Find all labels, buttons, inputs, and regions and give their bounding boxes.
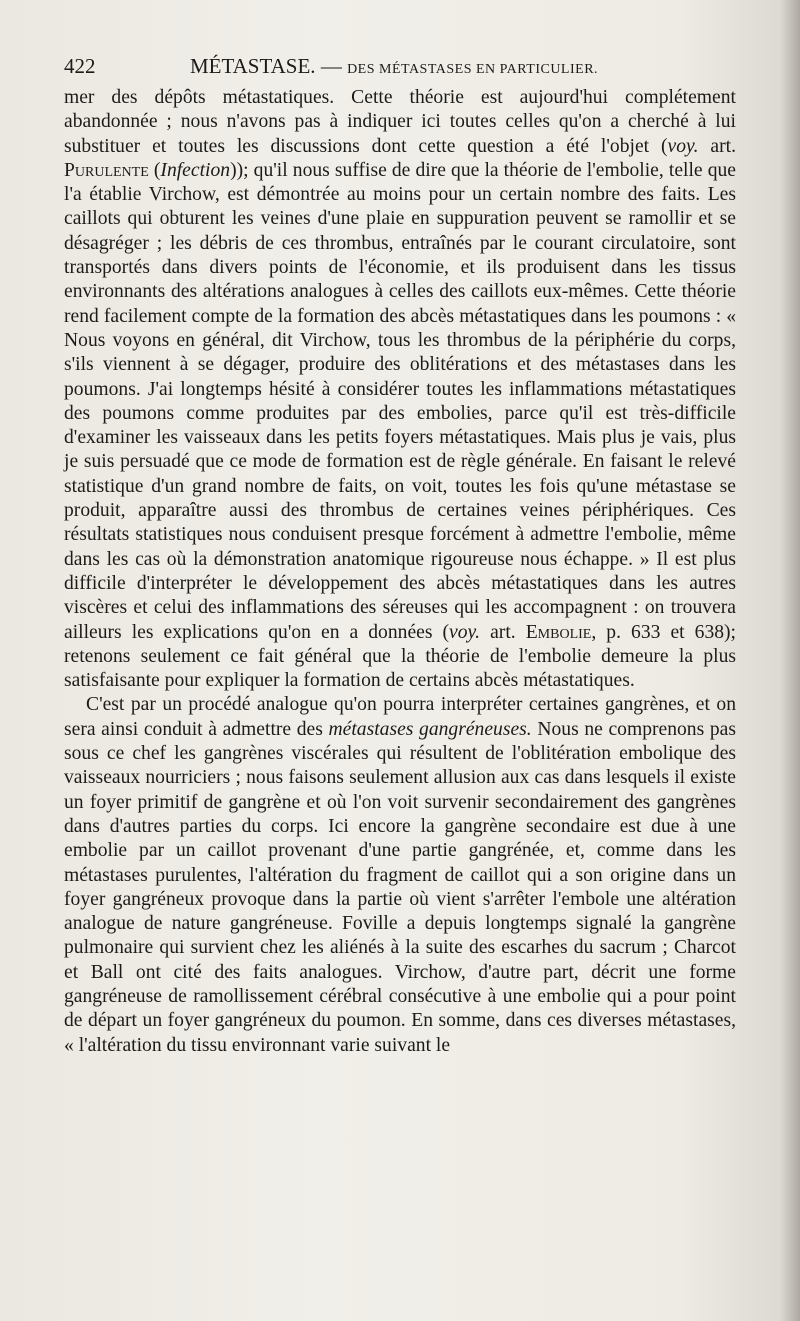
header-title: MÉTASTASE.: [190, 54, 316, 78]
paragraph-2: C'est par un procédé analogue qu'on pourra interpréter certaines gangrènes, et on sera ainsi conduit à admettre des métastases gangréneuses. Nous ne comprenons pas sous ce chef les gangrènes viscérales qui résultent de l'oblitération embolique des vaisseaux nourriciers ; nous faisons seulement allusion aux cas dans lesquels il existe un foyer primitif de gangrène et où l'on voit survenir secondairement des gangrènes dans d'autres parties du corps. Ici encore la gangrène secondaire est due à une embolie par un caillot provenant d'une partie gangrénée, et, comme dans les métastases purulentes, l'altération du fragment de caillot qui a son origine dans un foyer gangréneux provoque dans la partie où vient s'arrêter l'embole une altération analogue de nature gangréneuse. Foville a depuis longtemps signalé la gangrène pulmonaire qui survient chez les aliénés à la suite des escarhes du sacrum ; Charcot et Ball ont cité des faits analogues. Virchow, d'autre part, décrit une forme gangréneuse de ramollissement cérébral consécutive à une embolie qui a pour point de départ un foyer gangréneux du poumon. En somme, dans ces diverses métastases, « l'altération du tissu environnant varie suivant le: [64, 694, 736, 1056]
voy-abbrev: voy.: [667, 135, 699, 157]
emphasis-metastases-gangreneuses: métastases gangréneuses.: [328, 718, 532, 740]
header-subtitle: DES MÉTASTASES EN PARTICULIER.: [347, 62, 599, 77]
paragraph-1: mer des dépôts métastatiques. Cette théorie est aujourd'hui complétement abandonnée ; nous n'avons pas à indiquer ici toutes celles qu'on a cherché à lui substituer et toutes les discussions dont cette question a été l'objet (voy. art. Purulente (Infection)); qu'il nous suffise de dire que la théorie de l'embolie, telle que l'a établie Virchow, est démontrée au moins pour un certain nombre des faits. Les caillots qui obturent les veines d'une plaie en suppuration peuvent se ramollir et se désagréger ; les débris de ces thrombus, entraînés par le courant circulatoire, sont transportés dans divers points de l'économie, et ils produisent dans les tissus environnants des altérations analogues à celles des caillots eux-mêmes. Cette théorie rend facilement compte de la formation des abcès métastatiques dans les poumons : « Nous voyons en général, dit Virchow, tous les thrombus de la périphérie du corps, s'ils viennent à se dégager, produire des oblitérations et des métastases dans les poumons. J'ai longtemps hésité à considérer toutes les inflammations métastatiques des poumons comme produites par des embolies, parce qu'il est très-difficile d'examiner les vaisseaux dans les petits foyers métastatiques. Mais plus je vais, plus je suis persuadé que ce mode de formation est de règle générale. En faisant le relevé statistique d'un grand nombre de faits, on voit, toutes les fois qu'une métastase se produit, apparaître aussi des thrombus de certaines veines périphériques. Ces résultats statistiques nous conduisent presque forcément à admettre l'embolie, même dans les cas où la démonstration anatomique rigoureuse nous échappe. » Il est plus difficile d'interpréter le développement des abcès métastatiques dans les autres viscères et celui des inflammations des séreuses qui les accompagnent : on trouvera ailleurs les explications qu'on en a données (voy. art. Embolie, p. 633 et 638); retenons seulement ce fait général que la théorie de l'embolie demeure la plus satisfaisante pour expliquer la formation de certains abcès métastatiques.: [64, 87, 737, 692]
body-text: [64, 86, 736, 1058]
page-number: 422: [64, 54, 96, 78]
page-edge-shadow: [780, 0, 800, 1321]
cross-ref-embolie: Embolie: [525, 621, 592, 643]
running-title: [190, 54, 598, 79]
voy-abbrev: voy.: [449, 621, 481, 643]
running-header: [64, 54, 744, 82]
cross-ref-infection: Infection: [160, 159, 231, 181]
cross-ref-purulente: Purulente: [64, 159, 149, 181]
header-dash: —: [320, 54, 342, 78]
